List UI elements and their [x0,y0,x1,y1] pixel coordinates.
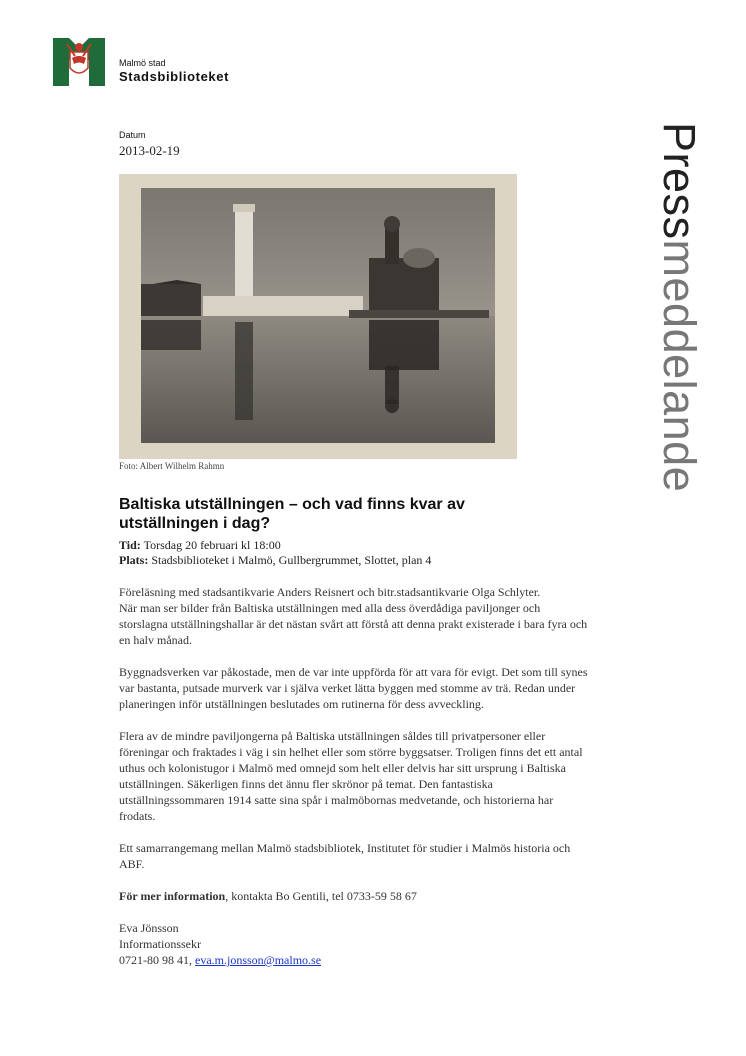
place-value: Stadsbiblioteket i Malmö, Gullbergrummet, Slottet, plan 4 [148,553,432,567]
paragraph-more-info [119,888,589,904]
date-value: 2013-02-19 [119,143,180,158]
paragraph-intro [119,584,589,648]
contact-email-link[interactable]: eva.m.jonsson@malmo.se [195,953,322,967]
article-body [119,584,589,968]
contact-phone: 0721-80 98 41, [119,953,195,967]
malmo-stad-logo [53,38,105,86]
event-place [119,553,431,568]
more-info-label: För mer information [119,889,226,903]
contact-role: Informationssekr [119,937,201,951]
place-label: Plats: [119,553,149,567]
vertical-label-dark: Press [654,122,705,240]
contact-line [119,952,589,968]
date-label: Datum [119,130,146,140]
vertical-label-light: meddelande [654,239,705,493]
time-label: Tid: [119,538,141,552]
vertical-press-release-label [654,122,710,562]
more-info-text: , kontakta Bo Gentili, tel 0733-59 58 67 [225,889,417,903]
photo-caption: Foto: Albert Wilhelm Rahmn [119,461,225,471]
paragraph-intro-a: Föreläsning med stadsantikvarie Anders Reisnert och bitr.stadsantikvarie Olga Schlyter. [119,585,541,599]
exhibition-photo [119,174,517,459]
contact-block [119,920,589,968]
org-department: Stadsbiblioteket [119,69,230,84]
contact-name: Eva Jönsson [119,921,179,935]
org-city: Malmö stad [119,58,166,68]
event-details [119,538,431,568]
event-time [119,538,431,553]
time-value: Torsdag 20 februari kl 18:00 [140,538,281,552]
paragraph-collaboration: Ett samarrangemang mellan Malmö stadsbibliotek, Institutet för studier i Malmös historia och ABF. [119,841,571,871]
paragraph-intro-b: När man ser bilder från Baltiska utställningen med alla dess överdådiga paviljonger och storslagna utställningshallar är det nästan svårt att förstå att denna prakt existerade i bara fyra och en halv månad. [119,601,588,647]
paragraph-pavilions: Flera av de mindre paviljongerna på Baltiska utställningen såldes till privatpersoner eller föreningar och fraktades i väg i sin helhet eller som större byggsatser. Troligen finns det ett antal uthus och kolonistugor i Malmö med omnejd som helt eller delvis har sitt ursprung i Baltiska utställningen. Säkerligen finns det ännu fler skrönor på temat. Den fantastiska utställningssommaren 1914 satte sina spår i malmöbornas medvetande, och historierna har frodats. [119,729,583,823]
organization-name [119,58,229,84]
paragraph-buildings: Byggnadsverken var påkostade, men de var inte uppförda för att vara för evigt. Det som till synes var bastanta, putsade murverk var i själva verket lätta byggen med stomme av trä. Redan under planeringen inför utställningen beslutades om rutinerna för dess avveckling. [119,665,588,711]
article-title: Baltiska utställningen – och vad finns kvar av utställningen i dag? [119,496,465,532]
